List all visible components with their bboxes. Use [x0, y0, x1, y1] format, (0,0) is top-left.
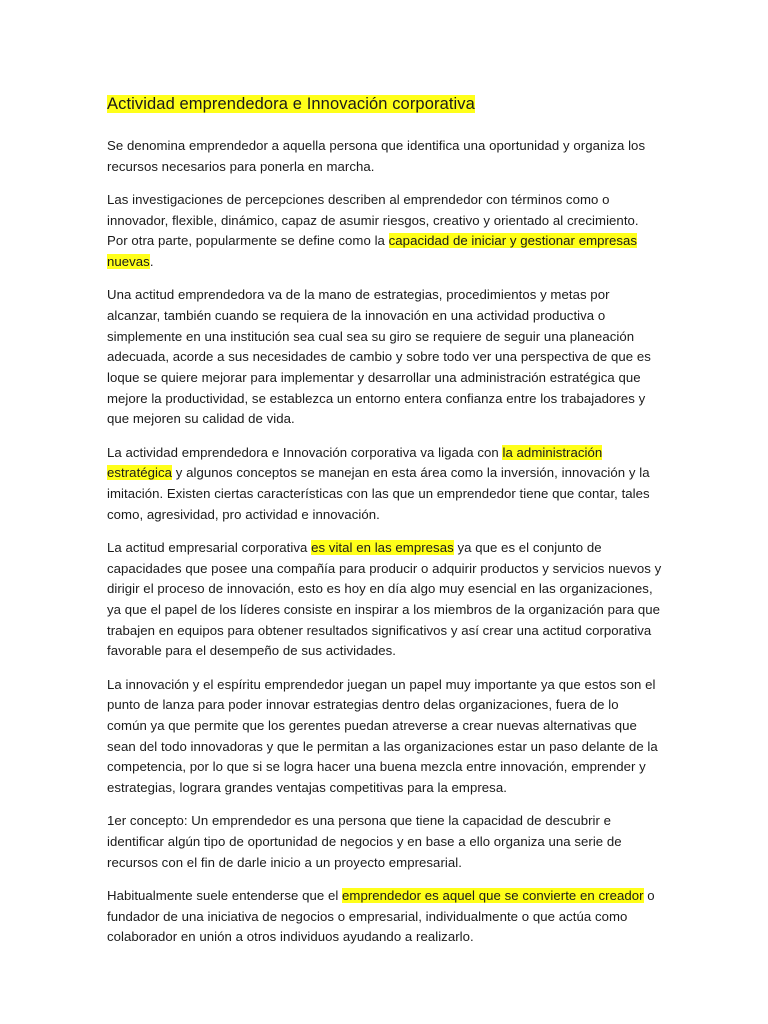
paragraph-1: [107, 136, 662, 177]
document-title: [107, 92, 662, 116]
paragraph-text: Las investigaciones de percepciones describen al emprendedor con términos como o innovador, flexible, dinámico, capaz de asumir riesgos, creativo y orientado al crecimiento. Por otra parte, popularmente se define como la: [107, 191, 639, 249]
paragraph-text: Se denomina emprendedor a aquella persona que identifica una oportunidad y organiza los recursos necesarios para ponerla en marcha.: [107, 138, 646, 174]
paragraph-text: Habitualmente suele entenderse que el: [107, 888, 343, 903]
paragraph-text: La innovación y el espíritu emprendedor juegan un papel muy importante ya que estos son el punto de lanza para poder innovar estrategias dentro delas organizaciones, fuera de lo común ya que permite que los gerentes puedan atreverse a crear nuevas alternativas que sean del todo innovadoras y que le permitan a las organizaciones estar un paso delante de la competencia, por lo que si se logra hacer una buena mezcla entre innovación, emprender y estrategias, lograra grandes ventajas competitivas para la empresa.: [107, 676, 658, 796]
title-highlight: Actividad emprendedora e Innovación corporativa: [107, 95, 475, 113]
paragraph-text: La actividad emprendedora e Innovación corporativa va ligada con: [107, 444, 503, 460]
paragraph-text: 1er concepto: Un emprendedor es una persona que tiene la capacidad de descubrir e identificar algún tipo de oportunidad de negocios y en base a ello organiza una serie de recursos con el fin de darle inicio a un proyecto empresarial.: [107, 813, 622, 870]
highlighted-text: emprendedor es aquel que se convierte en creador: [342, 888, 644, 903]
highlighted-text: la administración estratégica: [107, 444, 603, 481]
highlighted-text: es vital en las empresas: [311, 539, 454, 555]
paragraph-4: [107, 443, 662, 526]
paragraph-7: [107, 811, 662, 873]
paragraph-3: [107, 285, 662, 430]
paragraph-text-after: y algunos conceptos se manejan en esta área como la inversión, innovación y la imitación. Existen ciertas características con las que un emprendedor tiene que contar, tales como, agresividad, pro actividad e innovación.: [107, 465, 650, 522]
paragraph-8: [107, 886, 662, 948]
paragraph-5: [107, 538, 662, 662]
paragraph-text-after: .: [149, 254, 154, 270]
paragraph-text: La actitud empresarial corporativa: [107, 539, 312, 555]
paragraph-text: Una actitud emprendedora va de la mano de estrategias, procedimientos y metas por alcanzar, también cuando se requiera de la innovación en una actividad productiva o simplemente en una institución sea cual sea su giro se requiere de seguir una planeación adecuada, acorde a sus necesidades de cambio y sobre todo ver una perspectiva de que es loque se quiere mejorar para implementar y desarrollar una administración estratégica que mejore la productividad, se establezca un entorno entera confianza entre los trabajadores y que mejoren su calidad de vida.: [107, 287, 651, 427]
highlighted-text: capacidad de iniciar y gestionar empresas nuevas: [107, 233, 638, 270]
paragraph-6: [107, 675, 662, 799]
paragraph-text-after: o fundador de una iniciativa de negocios o empresarial, individualmente o que actúa como colaborador en unión a otros individuos ayudando a realizarlo.: [107, 888, 655, 945]
paragraph-text-after: ya que es el conjunto de capacidades que posee una compañía para producir o adquirir productos y servicios nuevos y dirigir el proceso de innovación, esto es hoy en día algo muy esencial en las organizaciones, ya que el papel de los líderes consiste en inspirar a los miembros de la organización para que trabajen en equipos para obtener resultados significativos y así crear una actitud corporativa favorable para el desempeño de sus actividades.: [107, 539, 662, 659]
document-page: [107, 92, 662, 961]
paragraph-2: [107, 190, 662, 273]
